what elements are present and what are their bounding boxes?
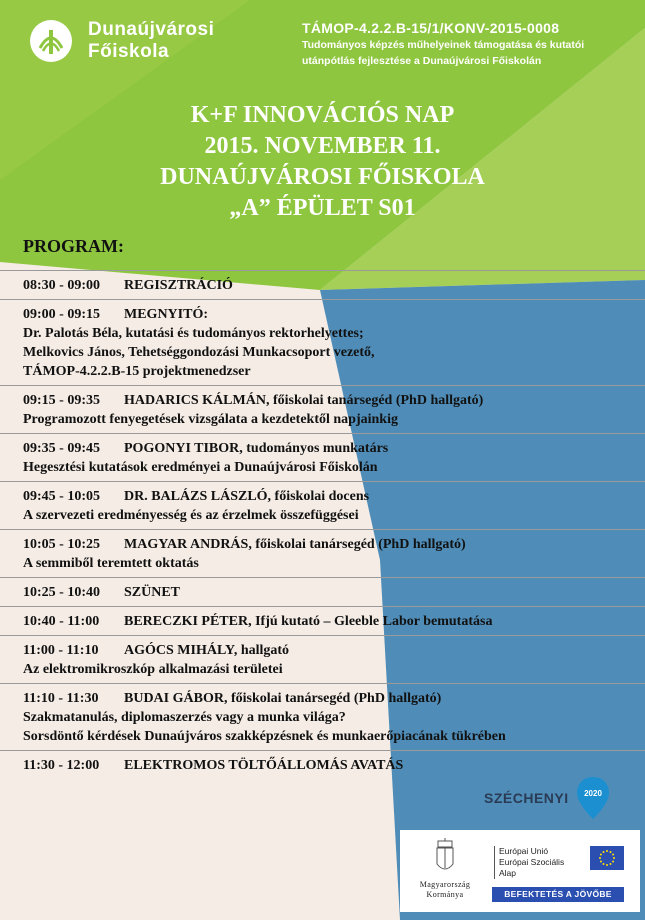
schedule-head: BERECZKI PÉTER, Ifjú kutató – Gleeble Labor bemutatása xyxy=(124,614,493,629)
government-label xyxy=(400,880,490,900)
eu-star xyxy=(613,857,615,859)
schedule-separator xyxy=(0,529,645,530)
schedule-head: SZÜNET xyxy=(124,585,181,600)
schedule-time: 09:45 - 10:05 xyxy=(23,489,100,504)
schedule-separator xyxy=(0,606,645,607)
schedule-separator xyxy=(0,385,645,386)
schedule-separator xyxy=(0,433,645,434)
schedule-item xyxy=(23,439,638,477)
schedule-time: 08:30 - 09:00 xyxy=(23,278,100,293)
schedule-head: HADARICS KÁLMÁN, főiskolai tanársegéd (PhD hallgató) xyxy=(124,393,484,408)
schedule-separator xyxy=(0,270,645,271)
schedule-separator xyxy=(0,683,645,684)
schedule-head: POGONYI TIBOR, tudományos munkatárs xyxy=(124,441,389,456)
eu-star xyxy=(606,850,608,852)
gov-line2: Kormánya xyxy=(426,890,464,899)
schedule-head: BUDAI GÁBOR, főiskolai tanársegéd (PhD hallgató) xyxy=(124,691,442,706)
schedule-separator xyxy=(0,577,645,578)
schedule-item xyxy=(23,535,638,573)
project-code: TÁMOP-4.2.2.B-15/1/KONV-2015-0008 xyxy=(302,20,560,36)
eu-line1: Európai Unió xyxy=(499,846,549,856)
eu-star xyxy=(610,851,612,853)
eu-logo xyxy=(492,844,624,884)
schedule-time: 10:40 - 11:00 xyxy=(23,614,100,629)
schedule-time: 09:35 - 09:45 xyxy=(23,441,100,456)
schedule-time: 10:05 - 10:25 xyxy=(23,537,100,552)
schedule-head: DR. BALÁZS LÁSZLÓ, főiskolai docens xyxy=(124,489,370,504)
eu-motto: BEFEKTETÉS A JÖVŐBE xyxy=(492,887,624,902)
funding-logos xyxy=(400,830,640,912)
schedule-head: ELEKTROMOS TÖLTŐÁLLOMÁS AVATÁS xyxy=(124,758,404,773)
schedule-detail: A szervezeti eredményesség és az érzelmek összefüggései xyxy=(23,508,359,523)
project-desc-1: Tudományos képzés műhelyeinek támogatása és kutatói xyxy=(302,39,585,51)
title-line2: 2015. NOVEMBER 11. xyxy=(204,133,441,159)
eu-star xyxy=(599,857,601,859)
schedule-time: 09:00 - 09:15 xyxy=(23,307,100,322)
schedule-head: AGÓCS MIHÁLY, hallgató xyxy=(124,643,290,658)
schedule-item xyxy=(23,583,638,602)
schedule-time: 10:25 - 10:40 xyxy=(23,585,100,600)
schedule-separator xyxy=(0,750,645,751)
schedule-detail: Szakmatanulás, diplomaszerzés vagy a munka világa? xyxy=(23,710,346,725)
schedule-item xyxy=(23,487,638,525)
hungarian-crest-icon xyxy=(434,838,456,876)
eu-star xyxy=(600,854,602,856)
event-title xyxy=(0,100,645,224)
eu-star xyxy=(603,863,605,865)
title-line4: „A” ÉPÜLET S01 xyxy=(229,195,416,221)
schedule-item xyxy=(23,305,638,381)
schedule-item xyxy=(23,689,638,746)
schedule-detail: TÁMOP-4.2.2.B-15 projektmenedzser xyxy=(23,364,251,379)
schedule-item xyxy=(23,756,638,775)
schedule-detail: Melkovics János, Tehetséggondozási Munkacsoport vezető, xyxy=(23,345,375,360)
schedule-detail: Hegesztési kutatások eredményei a Dunaújvárosi Főiskolán xyxy=(23,460,378,475)
schedule-head: MAGYAR ANDRÁS, főiskolai tanársegéd (PhD hallgató) xyxy=(124,537,466,552)
title-line3: DUNAÚJVÁROSI FŐISKOLA xyxy=(160,164,485,190)
logo-line1: Dunaújvárosi xyxy=(88,19,215,40)
eu-star xyxy=(600,861,602,863)
eu-line3: Alap xyxy=(499,868,517,878)
schedule-separator xyxy=(0,299,645,300)
schedule-head: REGISZTRÁCIÓ xyxy=(124,278,233,293)
schedule-separator xyxy=(0,635,645,636)
schedule-head: MEGNYITÓ: xyxy=(124,307,208,322)
szechenyi-logo xyxy=(484,775,611,821)
schedule-detail: Az elektromikroszkóp alkalmazási területei xyxy=(23,662,283,677)
szechenyi-year: 2020 xyxy=(583,789,602,798)
schedule-item xyxy=(23,391,638,429)
project-info xyxy=(302,20,584,68)
schedule-time: 11:30 - 12:00 xyxy=(23,758,100,773)
schedule-separator xyxy=(0,481,645,482)
schedule-detail: Programozott fenyegetések vizsgálata a kezdetektől napjainkig xyxy=(23,412,398,427)
college-logo xyxy=(28,18,214,64)
schedule-detail: Dr. Palotás Béla, kutatási és tudományos rektorhelyettes; xyxy=(23,326,364,341)
schedule-detail: A semmiből teremtett oktatás xyxy=(23,556,199,571)
eu-flag-icon xyxy=(590,846,624,870)
eu-star xyxy=(606,864,608,866)
schedule-list xyxy=(23,270,638,779)
title-line1: K+F INNOVÁCIÓS NAP xyxy=(190,102,455,128)
schedule-detail: Sorsdöntő kérdések Dunaújváros szakképzésnek és munkaerőpiacának tükrében xyxy=(23,729,506,744)
schedule-item xyxy=(23,641,638,679)
eu-star xyxy=(603,851,605,853)
college-emblem-icon xyxy=(28,18,74,64)
schedule-item xyxy=(23,612,638,631)
schedule-time: 11:10 - 11:30 xyxy=(23,691,99,706)
szechenyi-word: SZÉCHENYI xyxy=(484,790,569,806)
schedule-item xyxy=(23,276,638,295)
logo-line2: Főiskola xyxy=(88,41,170,62)
eu-star xyxy=(612,854,614,856)
project-desc-2: utánpótlás fejlesztése a Dunaújvárosi Főiskolán xyxy=(302,55,542,67)
eu-line2: Európai Szociális xyxy=(499,857,565,867)
map-pin-icon xyxy=(575,775,611,821)
gov-line1: Magyarország xyxy=(419,880,471,889)
eu-star xyxy=(612,861,614,863)
program-heading: PROGRAM: xyxy=(23,236,124,256)
schedule-time: 09:15 - 09:35 xyxy=(23,393,100,408)
eu-star xyxy=(610,863,612,865)
schedule-time: 11:00 - 11:10 xyxy=(23,643,99,658)
